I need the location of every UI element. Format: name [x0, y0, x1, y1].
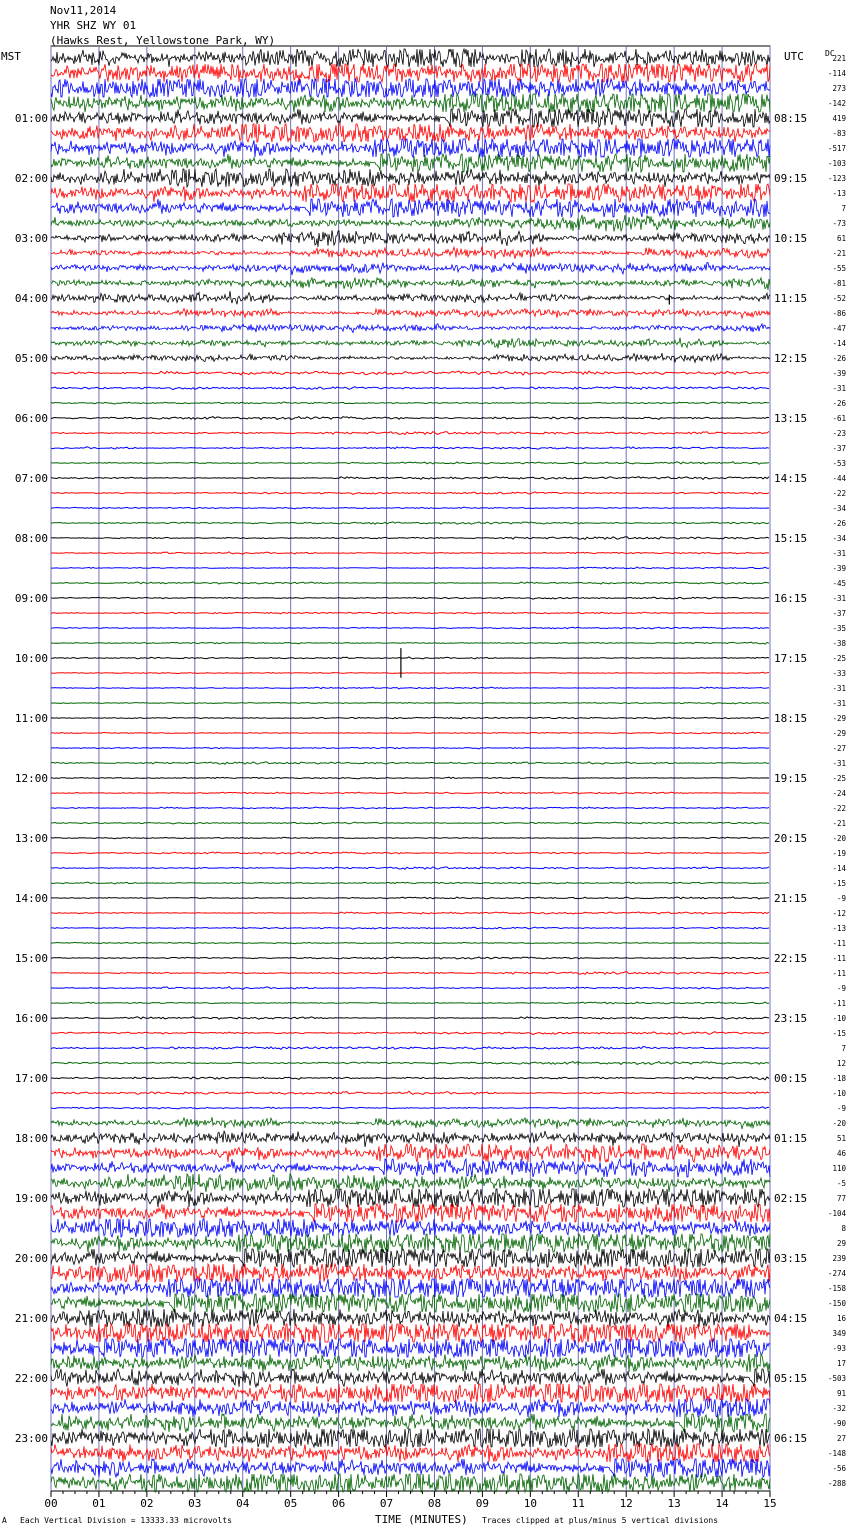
trace-line [51, 338, 770, 349]
left-hour-label: 15:00 [14, 952, 48, 965]
dc-offset-label: -21 [832, 249, 846, 258]
left-hour-label: 22:00 [14, 1372, 48, 1385]
trace-line [51, 1032, 769, 1035]
clip-note: Traces clipped at plus/minus 5 vertical divisions [482, 1516, 719, 1525]
right-hour-label: 01:15 [774, 1132, 808, 1145]
header-station: YHR SHZ WY 01 [50, 19, 137, 32]
left-hour-label: 11:00 [14, 712, 48, 725]
dc-offset-label: 77 [836, 1194, 846, 1203]
left-hour-label: 16:00 [14, 1012, 48, 1025]
right-hour-label: 10:15 [774, 232, 808, 245]
dc-offset-label: -21 [832, 819, 846, 828]
trace-line [51, 1429, 770, 1447]
dc-offset-label: -11 [832, 954, 846, 963]
trace-line [51, 229, 770, 247]
right-hour-label: 06:15 [774, 1432, 808, 1445]
dc-offset-label: -31 [832, 699, 846, 708]
x-tick-label: 15 [763, 1497, 777, 1510]
trace-line [51, 447, 769, 449]
right-hour-label: 12:15 [774, 352, 808, 365]
dc-offset-label: -73 [832, 219, 846, 228]
left-hour-label: 13:00 [14, 832, 48, 845]
dc-offset-label: 221 [832, 54, 846, 63]
dc-offset-label: -29 [832, 729, 846, 738]
dc-offset-label: -38 [832, 639, 846, 648]
trace-line [51, 1002, 769, 1004]
trace-line [51, 642, 769, 644]
dc-offset-label: -503 [827, 1374, 846, 1383]
trace-line [51, 1219, 770, 1237]
trace-line [51, 762, 769, 764]
dc-offset-label: -150 [827, 1299, 846, 1308]
right-hour-label: 20:15 [774, 832, 808, 845]
trace-line [51, 732, 769, 734]
dc-offset-label: -39 [832, 369, 846, 378]
trace-line [51, 567, 769, 569]
dc-offset-label: -31 [832, 759, 846, 768]
x-tick-label: 05 [284, 1497, 298, 1510]
dc-offset-label: -103 [827, 159, 846, 168]
dc-offset-label: -34 [832, 534, 846, 543]
right-hour-label: 18:15 [774, 712, 808, 725]
x-tick-label: 09 [475, 1497, 490, 1510]
trace-layer [51, 49, 770, 1492]
left-hour-label: 08:00 [14, 532, 48, 545]
right-hour-label: 19:15 [774, 772, 808, 785]
left-hour-label: 14:00 [14, 892, 48, 905]
trace-line [51, 777, 769, 779]
right-hour-label: 04:15 [774, 1312, 808, 1325]
dc-label: DC [825, 49, 835, 58]
trace-line [51, 1444, 770, 1462]
dc-offset-label: -158 [827, 1284, 846, 1293]
left-hour-label: 10:00 [14, 652, 48, 665]
dc-offset-label: 419 [832, 114, 846, 123]
dc-offset-label: -123 [827, 174, 846, 183]
x-tick-label: 04 [236, 1497, 250, 1510]
trace-line [51, 1017, 769, 1020]
trace-line [51, 79, 770, 97]
x-tick-label: 01 [92, 1497, 106, 1510]
trace-line [51, 49, 770, 67]
dc-offset-label: -45 [832, 579, 846, 588]
trace-line [51, 1047, 769, 1050]
right-hour-label: 00:15 [774, 1072, 808, 1085]
trace-line [51, 324, 770, 333]
right-hour-label: 23:15 [774, 1012, 808, 1025]
dc-offset-label: -47 [832, 324, 846, 333]
dc-offset-label: -517 [827, 144, 846, 153]
trace-line [51, 1384, 770, 1402]
trace-line [51, 1294, 770, 1312]
trace-line [51, 417, 769, 420]
dc-offset-label: -53 [832, 459, 846, 468]
trace-line [51, 308, 770, 318]
trace-line [51, 597, 769, 599]
header-location: (Hawks Rest, Yellowstone Park, WY) [50, 34, 276, 47]
left-hour-label: 03:00 [14, 232, 48, 245]
trace-line [51, 278, 770, 291]
trace-line [51, 169, 770, 187]
dc-offset-label: -20 [832, 834, 846, 843]
dc-offset-label: 239 [832, 1254, 846, 1263]
trace-line [51, 1144, 770, 1162]
trace-line [51, 402, 769, 404]
trace-line [51, 431, 769, 434]
dc-offset-label: -24 [832, 789, 846, 798]
dc-offset-label: -29 [832, 714, 846, 723]
left-hour-label: 09:00 [14, 592, 48, 605]
trace-line [51, 199, 770, 217]
dc-offset-label: 46 [836, 1149, 846, 1158]
dc-offset-label: 273 [832, 84, 846, 93]
right-hour-label: 02:15 [774, 1192, 808, 1205]
dc-offset-label: -31 [832, 684, 846, 693]
left-hour-label: 05:00 [14, 352, 48, 365]
trace-line [51, 687, 769, 689]
left-hour-label: 07:00 [14, 472, 48, 485]
dc-offset-label: -9 [836, 894, 846, 903]
x-tick-label: 00 [44, 1497, 58, 1510]
trace-line [51, 1091, 769, 1094]
dc-offset-label: -44 [832, 474, 846, 483]
dc-offset-label: -32 [832, 1404, 846, 1413]
x-tick-label: 03 [188, 1497, 202, 1510]
dc-offset-label: -26 [832, 354, 846, 363]
dc-offset-label: -27 [832, 744, 846, 753]
trace-line [51, 552, 769, 554]
trace-line [51, 867, 769, 869]
trace-line [51, 957, 769, 959]
trace-line [51, 522, 769, 524]
trace-line [51, 972, 769, 975]
header-date: Nov11,2014 [50, 4, 117, 17]
trace-line [51, 882, 769, 884]
dc-offset-label: 16 [836, 1314, 846, 1323]
trace-line [51, 897, 769, 899]
trace-line [51, 612, 769, 614]
vertical-division-note: Each Vertical Division = 13333.33 microvolts [20, 1516, 232, 1525]
trace-line [51, 987, 769, 990]
trace-line [51, 477, 769, 480]
dc-offset-label: -11 [832, 969, 846, 978]
x-tick-label: 12 [619, 1497, 633, 1510]
dc-offset-label: -31 [832, 384, 846, 393]
dc-offset-label: -25 [832, 774, 846, 783]
dc-offset-label: -274 [827, 1269, 846, 1278]
dc-offset-label: -148 [827, 1449, 846, 1458]
dc-offset-label: -22 [832, 804, 846, 813]
x-axis-label: TIME (MINUTES) [375, 1513, 468, 1526]
right-hour-label: 09:15 [774, 172, 808, 185]
right-hour-label: 15:15 [774, 532, 808, 545]
dc-offset-label: -11 [832, 999, 846, 1008]
right-hour-label: 22:15 [774, 952, 808, 965]
x-tick-label: 02 [140, 1497, 154, 1510]
trace-line [51, 184, 770, 202]
right-hour-label: 03:15 [774, 1252, 808, 1265]
plot-frame [51, 46, 770, 1491]
dc-offset-label: 91 [836, 1389, 846, 1398]
trace-line [51, 822, 769, 824]
trace-line [51, 124, 770, 142]
trace-line [51, 748, 769, 749]
trace-line [51, 371, 769, 375]
left-hour-label: 04:00 [14, 292, 48, 305]
dc-offset-label: -10 [832, 1089, 846, 1098]
dc-offset-label: -90 [832, 1419, 846, 1428]
left-hour-label: 02:00 [14, 172, 48, 185]
right-hour-label: 13:15 [774, 412, 808, 425]
trace-line [51, 1399, 770, 1417]
dc-offset-label: 110 [832, 1164, 846, 1173]
trace-line [51, 387, 769, 390]
dc-offset-label: -5 [836, 1179, 846, 1188]
trace-line [51, 1159, 770, 1177]
dc-offset-label: -83 [832, 129, 846, 138]
dc-offset-label: -104 [827, 1209, 846, 1218]
trace-line [51, 1077, 769, 1080]
x-tick-label: 11 [571, 1497, 585, 1510]
trace-line [51, 717, 769, 719]
trace-line [51, 1279, 770, 1297]
dc-offset-label: -15 [832, 879, 846, 888]
dc-offset-label: -26 [832, 399, 846, 408]
dc-offset-label: 17 [836, 1359, 846, 1368]
left-hour-label: 20:00 [14, 1252, 48, 1265]
left-hour-label: 23:00 [14, 1432, 48, 1445]
trace-line [51, 507, 769, 509]
dc-offset-label: -142 [827, 99, 846, 108]
dc-offset-label: -52 [832, 294, 846, 303]
dc-offset-label: -56 [832, 1464, 846, 1473]
right-timezone-label: UTC [784, 50, 804, 63]
trace-line [51, 1117, 770, 1129]
trace-line [51, 246, 770, 259]
trace-line [51, 582, 769, 584]
dc-offset-label: 61 [836, 234, 846, 243]
left-timezone-label: MST [1, 50, 21, 63]
trace-line [51, 1234, 770, 1252]
left-hour-label: 12:00 [14, 772, 48, 785]
trace-line [51, 263, 770, 276]
trace-line [51, 1204, 770, 1222]
right-hour-label: 17:15 [774, 652, 808, 665]
dc-offset-label: -20 [832, 1119, 846, 1128]
left-hour-label: 21:00 [14, 1312, 48, 1325]
dc-offset-label: 29 [836, 1239, 846, 1248]
left-hour-label: 06:00 [14, 412, 48, 425]
dc-offset-label: 51 [836, 1134, 846, 1143]
dc-offset-label: -22 [832, 489, 846, 498]
dc-offset-label: -114 [827, 69, 846, 78]
dc-offset-label: -33 [832, 669, 846, 678]
trace-line [51, 462, 769, 465]
trace-line [51, 657, 769, 659]
trace-line [51, 1062, 769, 1065]
x-tick-label: 14 [715, 1497, 729, 1510]
dc-offset-label: -19 [832, 849, 846, 858]
dc-offset-label: 27 [836, 1434, 846, 1443]
dc-offset-label: 12 [836, 1059, 846, 1068]
right-hour-label: 11:15 [774, 292, 808, 305]
trace-line [51, 1107, 769, 1109]
right-hour-label: 21:15 [774, 892, 808, 905]
trace-line [51, 837, 769, 838]
trace-line [51, 912, 769, 914]
trace-line [51, 1369, 770, 1387]
dc-offset-label: -37 [832, 444, 846, 453]
x-tick-label: 10 [523, 1497, 537, 1510]
trace-line [51, 1339, 770, 1357]
dc-offset-label: -93 [832, 1344, 846, 1353]
trace-line [51, 807, 769, 809]
trace-line [51, 1414, 770, 1432]
dc-offset-label: -26 [832, 519, 846, 528]
x-tick-label: 07 [379, 1497, 394, 1510]
trace-line [51, 672, 769, 673]
dc-offset-label: -23 [832, 429, 846, 438]
trace-line [51, 215, 770, 232]
scale-mark: A [2, 1516, 7, 1525]
trace-line [51, 537, 769, 540]
dc-offset-label: -31 [832, 549, 846, 558]
dc-offset-label: -13 [832, 924, 846, 933]
right-hour-label: 08:15 [774, 112, 808, 125]
dc-offset-label: 7 [841, 1044, 846, 1053]
dc-offset-label: -9 [836, 1104, 846, 1113]
trace-line [51, 792, 769, 794]
trace-line [51, 291, 770, 304]
dc-offset-label: -55 [832, 264, 846, 273]
dc-offset-label: -81 [832, 279, 846, 288]
trace-line [51, 627, 769, 629]
trace-line [51, 1474, 770, 1492]
trace-line [51, 353, 770, 362]
right-hour-label: 05:15 [774, 1372, 808, 1385]
left-hour-label: 17:00 [14, 1072, 48, 1085]
dc-offset-label: -37 [832, 609, 846, 618]
left-hour-label: 01:00 [14, 112, 48, 125]
trace-line [51, 1309, 770, 1327]
dc-offset-label: -13 [832, 189, 846, 198]
dc-offset-label: -39 [832, 564, 846, 573]
dc-offset-label: -14 [832, 864, 846, 873]
left-hour-label: 18:00 [14, 1132, 48, 1145]
trace-line [51, 64, 770, 82]
dc-offset-label: -9 [836, 984, 846, 993]
dc-offset-label: -14 [832, 339, 846, 348]
trace-line [51, 852, 769, 854]
trace-line [51, 1174, 770, 1192]
x-tick-label: 08 [427, 1497, 442, 1510]
right-hour-label: 16:15 [774, 592, 808, 605]
dc-offset-label: -288 [827, 1479, 846, 1488]
x-tick-label: 13 [667, 1497, 681, 1510]
dc-offset-label: -35 [832, 624, 846, 633]
trace-line [51, 1249, 770, 1267]
dc-offset-label: -11 [832, 939, 846, 948]
dc-offset-label: 7 [841, 204, 846, 213]
right-hour-label: 14:15 [774, 472, 808, 485]
dc-offset-label: -34 [832, 504, 846, 513]
trace-line [51, 942, 769, 943]
trace-line [51, 492, 769, 495]
trace-line [51, 1189, 770, 1207]
left-hour-label: 19:00 [14, 1192, 48, 1205]
dc-offset-label: -61 [832, 414, 846, 423]
dc-offset-label: 8 [841, 1224, 846, 1233]
dc-offset-label: -12 [832, 909, 846, 918]
x-tick-label: 06 [331, 1497, 346, 1510]
dc-offset-label: -18 [832, 1074, 846, 1083]
trace-line [51, 703, 769, 705]
trace-line [51, 109, 770, 127]
dc-offset-label: -15 [832, 1029, 846, 1038]
dc-offset-label: -25 [832, 654, 846, 663]
dc-offset-label: -10 [832, 1014, 846, 1023]
dc-offset-label: 349 [832, 1329, 846, 1338]
trace-line [51, 927, 769, 929]
trace-line [51, 139, 770, 157]
trace-line [51, 94, 770, 112]
dc-offset-label: -31 [832, 594, 846, 603]
dc-offset-label: -86 [832, 309, 846, 318]
trace-line [51, 154, 770, 172]
